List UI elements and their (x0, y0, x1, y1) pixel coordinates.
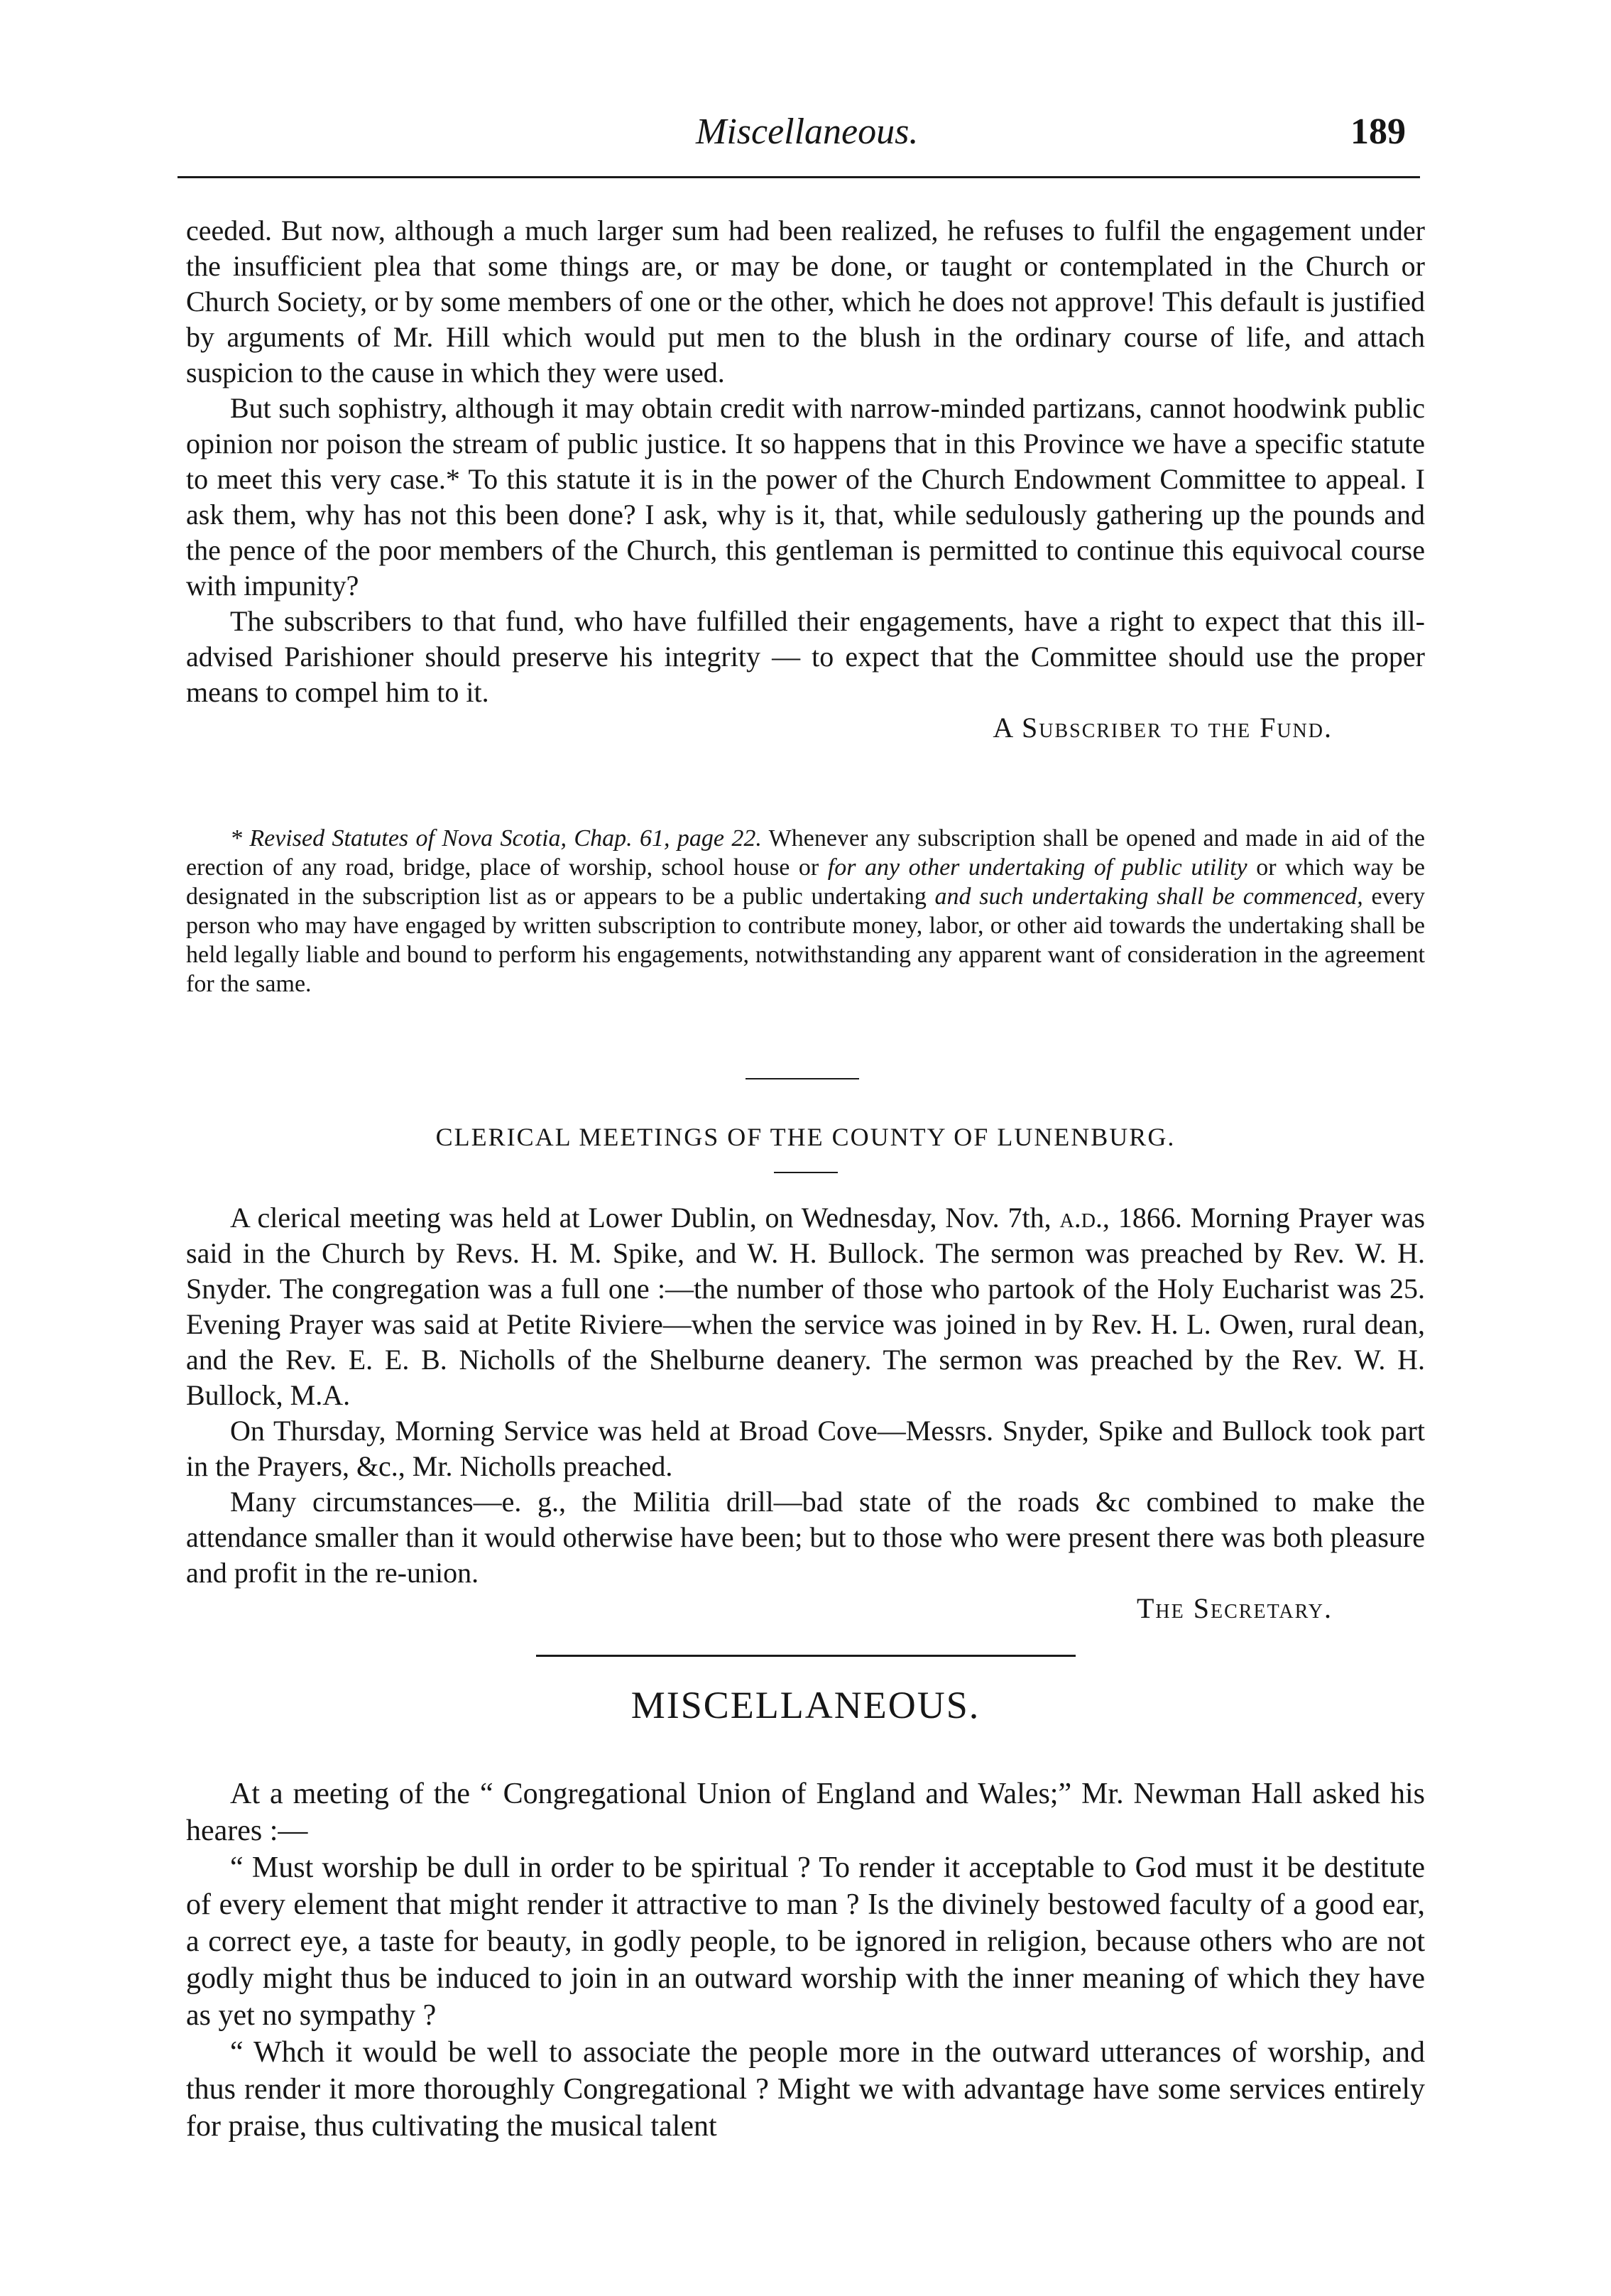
footnote (186, 824, 1425, 999)
letter-section (186, 213, 1425, 746)
miscellaneous-paragraph: “ Whch it would be well to associate the people more in the outward utterances of worship, and thus render it more thoroughly Congregational ? Might we with advantage have some services entirely for praise, thus cultivating the musical talent (186, 2036, 1425, 2143)
footnote-text: Whenever any subscription shall be opened and made in aid of the erection of any road, bridge, place of worship, school house or (186, 825, 1425, 881)
footnote-text: or which way be designated in the subscription list as or appears to be a public undertaking (186, 854, 1426, 910)
clerical-paragraph: 1866. Morning Prayer was said in the Church by Revs. H. M. Spike, and W. H. Bullock. The sermon was preached by Rev. W. H. Snyder. The congregation was a full one :—the number of those who partook of the Holy Eucharist was 25. Evening Prayer was said at Petite Riviere—when the service was joined in by Rev. H. L. Owen, rural dean, and the Rev. E. E. B. Nicholls of the Shelburne deanery. The sermon was preached by the Rev. W. H. Bullock, M.A. (186, 1202, 1426, 1411)
letter-paragraph: The subscribers to that fund, who have fulfilled their engagements, have a right to expect that this ill-advised Parishioner should preserve his integrity — to expect that the Committee should use the proper means to compel him to it. (186, 605, 1425, 708)
letter-paragraph: But such sophistry, although it may obtain credit with narrow-minded partizans, cannot hoodwink public opinion nor poison the stream of public justice. It so happens that in this Province we have a specific statute to meet this very case.* To this statute it is in the power of the Church Endowment Committee to appeal. I ask them, why has not this been done? I ask, why is it, that, while sedulously gathering up the pounds and the pence of the poor members of the Church, this gentleman is permitted to continue this equivocal course with impunity? (186, 392, 1425, 602)
clerical-ad: a.d., (1059, 1202, 1110, 1234)
section-divider (536, 1655, 1076, 1657)
header-rule (178, 176, 1420, 178)
section-divider (746, 1078, 859, 1079)
miscellaneous-paragraph: At a meeting of the “ Congregational Union of England and Wales;” Mr. Newman Hall asked his heares :— (186, 1778, 1425, 1847)
miscellaneous-paragraph: “ Must worship be dull in order to be spiritual ? To render it acceptable to God must it be destitute of every element that might render it attractive to man ? Is the divinely bestowed faculty of a good ear, a correct eye, a taste for beauty, in godly people, to be ignored in religion, because others who are not godly might thus be induced to join in an outward worship with the inner meaning of which they have as yet no sympathy ? (186, 1851, 1425, 2032)
footnote-italic: and such undertaking shall be commenced, (934, 883, 1363, 910)
page-number: 189 (1350, 111, 1406, 152)
letter-paragraph: ceeded. But now, although a much larger sum had been realized, he refuses to fulfil the engagement under the insufficient plea that some things are, or may be done, or taught or contemplated in the Church or Church Society, or by some members of one or the other, which he does not approve! This default is justified by arguments of Mr. Hill which would put men to the blush in the ordinary course of life, and attach suspicion to the cause in which they were used. (186, 214, 1425, 388)
letter-signature: A Subscriber to the Fund. (993, 712, 1333, 744)
footnote-italic: for any other undertaking of public utility (827, 854, 1247, 881)
page-header (178, 107, 1420, 163)
heading-underline (774, 1172, 838, 1173)
footnote-text: every person who may have engaged by written subscription to contribute money, labor, or other aid towards the undertaking shall be held legally liable and bound to perform his engagements, notwithstanding any apparent want of consideration in the agreement for the same. (186, 883, 1425, 997)
clerical-paragraph: A clerical meeting was held at Lower Dublin, on Wednesday, Nov. 7th, (230, 1202, 1052, 1234)
clerical-heading: CLERICAL MEETINGS OF THE COUNTY OF LUNENBURG. (435, 1123, 1176, 1151)
clerical-paragraph: Many circumstances—e. g., the Militia drill—bad state of the roads &c combined to make the attendance smaller than it would otherwise have been; but to those who were present there was both pleasure and profit in the re-union. (186, 1486, 1425, 1589)
clerical-section (186, 1200, 1425, 1626)
footnote-citation: * Revised Statutes of Nova Scotia, Chap. 61, page 22. (230, 825, 762, 852)
miscellaneous-heading: MISCELLANEOUS. (630, 1684, 981, 1726)
miscellaneous-section (186, 1775, 1425, 2145)
clerical-paragraph: On Thursday, Morning Service was held at Broad Cove—Messrs. Snyder, Spike and Bullock took part in the Prayers, &c., Mr. Nicholls preached. (186, 1415, 1425, 1482)
clerical-signature: The Secretary. (1137, 1592, 1333, 1624)
running-head: Miscellaneous. (696, 111, 919, 152)
